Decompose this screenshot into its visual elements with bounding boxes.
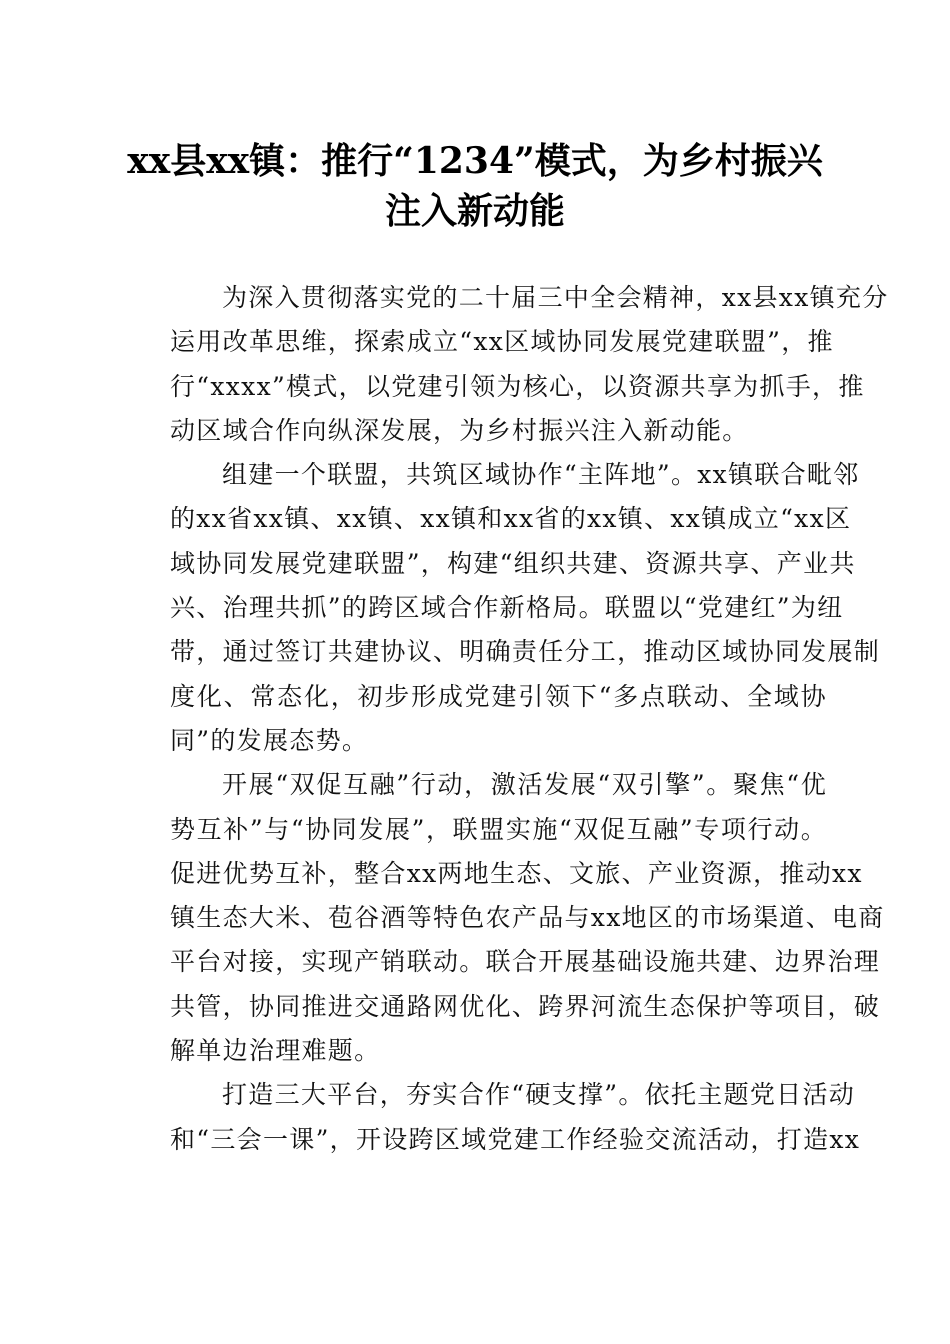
paragraph-line: 行“xxxx”模式，以党建引领为核心，以资源共享为抓手，推 xyxy=(170,371,865,401)
paragraph-line: 同”的发展态势。 xyxy=(170,725,369,755)
paragraph-line: 度化、常态化，初步形成党建引领下“多点联动、全域协 xyxy=(170,681,827,711)
paragraph-line: 兴、治理共抓”的跨区域合作新格局。联盟以“党建红”为纽 xyxy=(170,593,844,623)
paragraph-line: 和“三会一课”，开设跨区域党建工作经验交流活动，打造xx xyxy=(170,1124,861,1154)
paragraph-4 xyxy=(120,1073,861,1162)
document-body xyxy=(120,276,889,1162)
paragraph-1 xyxy=(120,276,889,453)
paragraph-line: 开展“双促互融”行动，激活发展“双引擎”。聚焦“优 xyxy=(222,770,827,800)
title-line-2: 注入新动能 xyxy=(384,190,565,232)
paragraph-line: 打造三大平台，夯实合作“硬支撑”。依托主题党日活动 xyxy=(222,1080,856,1110)
paragraph-line: 平台对接，实现产销联动。联合开展基础设施共建、边界治理 xyxy=(170,947,881,977)
paragraph-line: 域协同发展党建联盟”，构建“组织共建、资源共享、产业共 xyxy=(170,548,856,578)
paragraph-line: 动区域合作向纵深发展，为乡村振兴注入新动能。 xyxy=(170,415,749,445)
paragraph-line: 共管，协同推进交通路网优化、跨界河流生态保护等项目，破 xyxy=(170,991,881,1021)
paragraph-line: 带，通过签订共建协议、明确责任分工，推动区域协同发展制 xyxy=(170,637,881,667)
paragraph-line: 解单边治理难题。 xyxy=(170,1036,381,1066)
paragraph-3 xyxy=(120,763,885,1073)
paragraph-line: 为深入贯彻落实党的二十届三中全会精神，xx县xx镇充分 xyxy=(222,283,889,312)
paragraph-line: 运用改革思维，探索成立“xx区域协同发展党建联盟”，推 xyxy=(170,327,834,357)
paragraph-line: 势互补”与“协同发展”，联盟实施“双促互融”专项行动。 xyxy=(170,814,827,844)
document-title xyxy=(100,136,850,236)
title-line-1: xx县xx镇：推行“1234”模式，为乡村振兴 xyxy=(127,140,823,182)
paragraph-2 xyxy=(120,453,881,763)
paragraph-line: 组建一个联盟，共筑区域协作“主阵地”。xx镇联合毗邻 xyxy=(222,460,860,490)
paragraph-line: 镇生态大米、苞谷酒等特色农产品与xx地区的市场渠道、电商 xyxy=(170,903,885,933)
paragraph-line: 促进优势互补，整合xx两地生态、文旅、产业资源，推动xx xyxy=(170,858,863,888)
paragraph-line: 的xx省xx镇、xx镇、xx镇和xx省的xx镇、xx镇成立“xx区 xyxy=(170,504,852,534)
